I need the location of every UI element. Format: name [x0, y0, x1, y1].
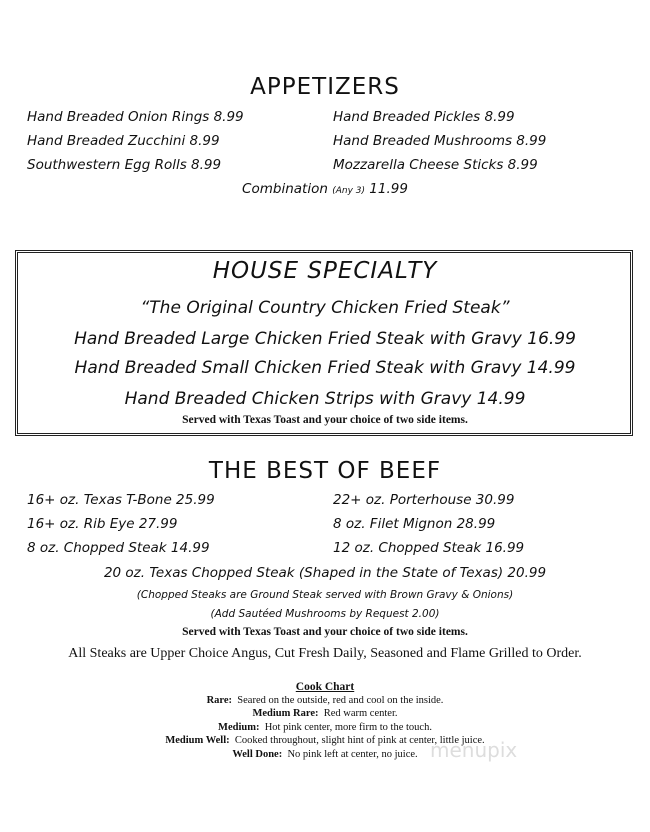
cook-chart-title: Cook Chart	[295, 681, 355, 693]
menu-item: Hand Breaded Zucchini 8.99	[27, 133, 220, 149]
appetizers-title: APPETIZERS	[250, 74, 400, 100]
menu-item: Mozzarella Cheese Sticks 8.99	[333, 157, 538, 173]
combo-price: 11.99	[369, 181, 408, 197]
menu-item: 8 oz. Filet Mignon 28.99	[333, 516, 496, 532]
cook-row	[0, 736, 650, 747]
combo-label: Combination	[242, 181, 328, 197]
menu-item: Hand Breaded Pickles 8.99	[333, 109, 515, 125]
cook-key: Medium:	[218, 722, 260, 733]
cook-desc: Cooked throughout, slight hint of pink at center, little juice.	[234, 735, 485, 746]
beef-note: (Add Sautéed Mushrooms by Request 2.00)	[210, 608, 440, 620]
beef-note: (Chopped Steaks are Ground Steak served with Brown Gravy & Onions)	[136, 589, 514, 601]
beef-served: Served with Texas Toast and your choice of two side items.	[182, 626, 468, 638]
beef-title: THE BEST OF BEEF	[208, 458, 442, 484]
menu-item: Hand Breaded Mushrooms 8.99	[333, 133, 547, 149]
cook-row	[0, 696, 650, 707]
combination-item	[0, 183, 650, 197]
house-title: HOUSE SPECIALTY	[212, 258, 438, 284]
cook-desc: Red warm center.	[323, 708, 398, 719]
steaks-note: All Steaks are Upper Choice Angus, Cut Fresh Daily, Seasoned and Flame Grilled to Order.	[68, 646, 582, 661]
cook-row	[0, 723, 650, 734]
cook-desc: Seared on the outside, red and cool on the inside.	[237, 695, 444, 706]
menu-item: 16+ oz. Rib Eye 27.99	[27, 516, 178, 532]
menu-item: 20 oz. Texas Chopped Steak (Shaped in the State of Texas) 20.99	[103, 565, 547, 581]
menu-item: 22+ oz. Porterhouse 30.99	[333, 492, 515, 508]
menu-item: Hand Breaded Small Chicken Fried Steak with Gravy 14.99	[74, 358, 576, 378]
menu-item: Hand Breaded Onion Rings 8.99	[27, 109, 244, 125]
menu-item: 8 oz. Chopped Steak 14.99	[27, 540, 210, 556]
menu-item: Hand Breaded Chicken Strips with Gravy 14.99	[124, 389, 526, 409]
combo-note: (Any 3)	[332, 186, 365, 196]
cook-key: Medium Well:	[165, 735, 230, 746]
cook-row	[0, 750, 650, 761]
menu-item: Hand Breaded Large Chicken Fried Steak with Gravy 16.99	[74, 329, 576, 349]
house-quote: “The Original Country Chicken Fried Steak”	[140, 298, 510, 318]
cook-key: Well Done:	[232, 749, 283, 760]
menu-item: 12 oz. Chopped Steak 16.99	[333, 540, 525, 556]
cook-key: Rare:	[206, 695, 233, 706]
cook-desc: No pink left at center, no juice.	[287, 749, 418, 760]
house-served: Served with Texas Toast and your choice of two side items.	[182, 414, 468, 426]
menu-item: 16+ oz. Texas T-Bone 25.99	[27, 492, 215, 508]
menu-item: Southwestern Egg Rolls 8.99	[27, 157, 222, 173]
cook-desc: Hot pink center, more firm to the touch.	[264, 722, 432, 733]
watermark: menupix	[430, 738, 518, 762]
cook-row	[0, 709, 650, 720]
cook-key: Medium Rare:	[252, 708, 319, 719]
